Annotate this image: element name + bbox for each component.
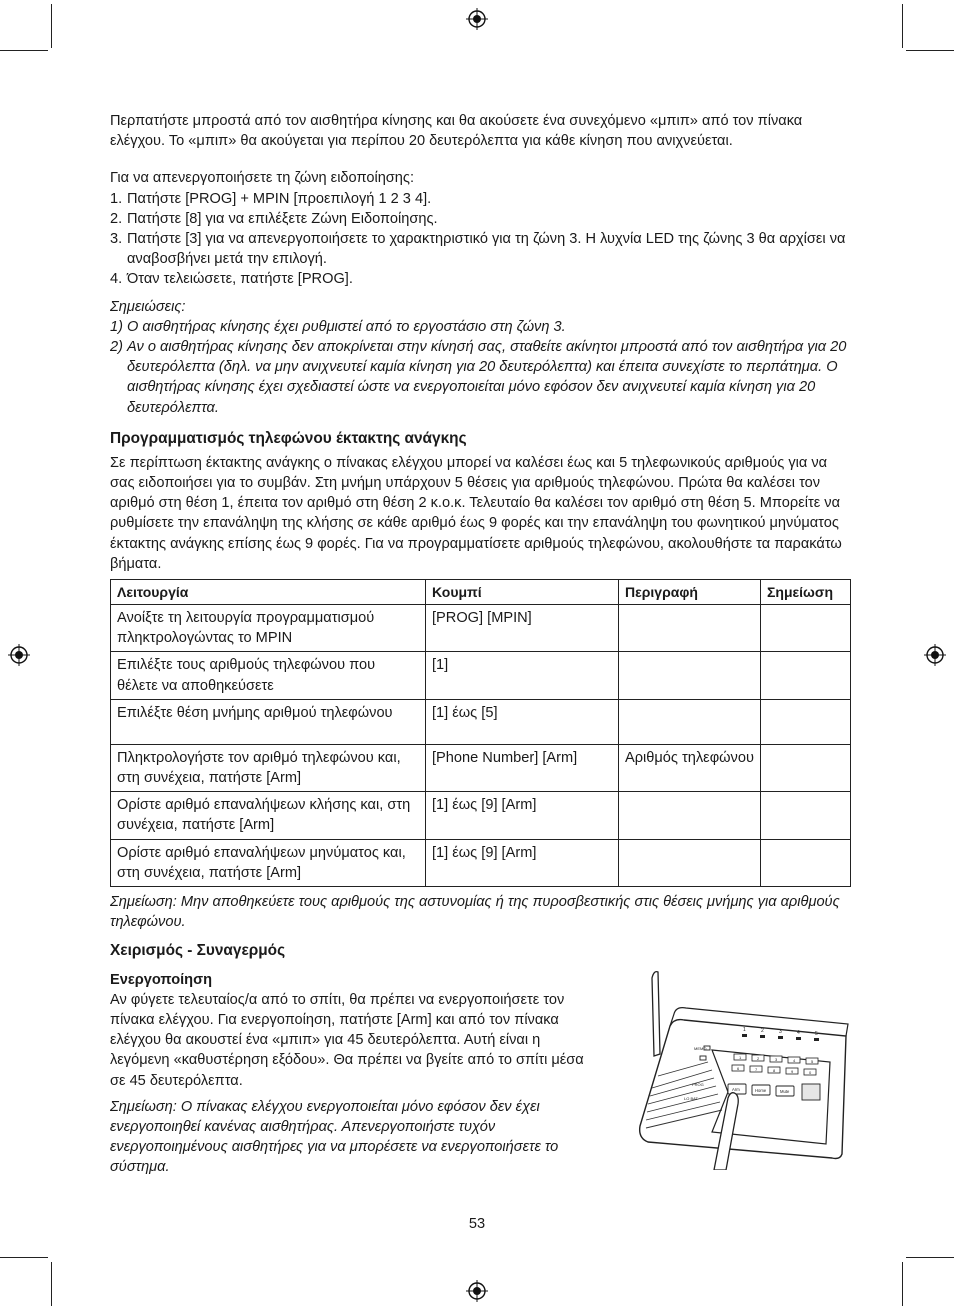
list-item: 2. Πατήστε [8] για να επιλέξετε Ζώνη Ειδοποίησης.	[110, 210, 438, 227]
antenna	[652, 971, 660, 1055]
table-cell: [1] έως [9] [Arm]	[426, 839, 619, 886]
side-label: MEMO	[694, 1045, 707, 1051]
zone-led	[814, 1038, 819, 1041]
keypad-key-label: 0	[809, 1069, 812, 1075]
zone-led	[760, 1035, 765, 1038]
keypad-key-label: 2	[757, 1055, 760, 1061]
arming-paragraph: Αν φύγετε τελευταίος/α από το σπίτι, θα πρέπει να ενεργοποιήσετε τον πίνακα ελέγχου. Για ενεργοποίηση, πατήστε [Arm] και από τον πίνακα ελέγχου θα ακουστεί ένα «μπιπ» για 45 δευτερόλεπτα. Αυτή είναι η λεγόμενη «καθυστέρηση εξόδου». Θα πρέπει να βγείτε από το σπίτι μέσα σε 45 δευτερόλεπτα.	[110, 991, 584, 1089]
zone-label: 5	[815, 1030, 818, 1037]
button-label: Arm	[732, 1086, 740, 1092]
registration-mark-icon	[8, 644, 30, 666]
table-header: Περιγραφή	[619, 580, 761, 605]
keypad-key-label: 4	[793, 1057, 796, 1063]
table-cell: Ορίστε αριθμό επαναλήψεων μηνύματος και, στη συνέχεια, πατήστε [Arm]	[111, 839, 426, 886]
table-row	[111, 652, 851, 699]
page-number: 53	[468, 1216, 486, 1232]
table-cell	[761, 652, 851, 699]
table-row	[111, 839, 851, 886]
list-item: 1. Πατήστε [PROG] + MPIN [προεπιλογή 1 2 3 4].	[110, 190, 432, 207]
table-cell: Ορίστε αριθμό επαναλήψεων κλήσης και, στη συνέχεια, πατήστε [Arm]	[111, 792, 426, 839]
list-item: 2) Αν ο αισθητήρας κίνησης δεν αποκρίνεται στην κίνησή σας, σταθείτε ακίνητοι μπροστά από τον αισθητήρα για 20 δευτερόλεπτα (δηλ. να μην ανιχνευτεί καμία κίνηση για 20 δευτερόλεπτα) και έπειτα συνεχίστε το περπάτημα. Ο αισθητήρας κίνησης έχει σχεδιαστεί ώστε να ενεργοποιείται μόνο εφόσον δεν ανιχνευτεί καμία κίνηση για 20 δευτερόλεπτα.	[110, 339, 847, 416]
alarm-text-column	[110, 970, 590, 1178]
table-header: Σημείωση	[761, 580, 851, 605]
disable-steps	[110, 189, 850, 290]
page-content	[110, 111, 850, 1178]
table-cell	[761, 699, 851, 744]
phone-section-heading: Προγραμματισμός τηλεφώνου έκτακτης ανάγκης	[110, 429, 467, 447]
side-label: PROG	[692, 1081, 704, 1087]
table-row	[111, 699, 851, 744]
zone-led	[796, 1037, 801, 1040]
table-cell	[619, 839, 761, 886]
table-header-row	[111, 580, 851, 605]
side-label: LO BAT	[684, 1095, 698, 1101]
table-cell	[619, 605, 761, 652]
table-cell	[619, 792, 761, 839]
crop-mark	[902, 4, 903, 48]
table-header: Κουμπί	[426, 580, 619, 605]
registration-mark-icon	[924, 644, 946, 666]
table-header: Λειτουργία	[111, 580, 426, 605]
zone-label: 1	[743, 1026, 746, 1033]
zone-label: 3	[779, 1028, 782, 1035]
crop-mark	[906, 50, 954, 51]
keypad-key-label: 1	[739, 1054, 742, 1060]
keypad-key-label: 8	[773, 1067, 776, 1073]
crop-mark	[51, 1262, 52, 1306]
table-cell: Επιλέξτε τους αριθμούς τηλεφώνου που θέλετε να αποθηκεύσετε	[111, 652, 426, 699]
zone-label: 4	[797, 1029, 800, 1036]
zone-label: 2	[761, 1027, 764, 1034]
zone-led	[742, 1034, 747, 1037]
table-cell	[761, 839, 851, 886]
alarm-section	[110, 940, 850, 1178]
table-cell: [1] έως [9] [Arm]	[426, 792, 619, 839]
disable-title: Για να απενεργοποιήσετε τη ζώνη ειδοποίησης:	[110, 170, 415, 187]
list-item: 1) Ο αισθητήρας κίνησης έχει ρυθμιστεί από το εργοστάσιο στη ζώνη 3.	[110, 318, 566, 335]
table-cell	[761, 605, 851, 652]
table-cell: Πληκτρολογήστε τον αριθμό τηλεφώνου και, στη συνέχεια, πατήστε [Arm]	[111, 744, 426, 791]
table-cell: [Phone Number] [Arm]	[426, 744, 619, 791]
notes-list	[110, 317, 850, 418]
table-row	[111, 744, 851, 791]
list-item: 3. Πατήστε [3] για να απενεργοποιήσετε το χαρακτηριστικό για τη ζώνη 3. Η λυχνία LED της ζώνης 3 θα αρχίσει να αναβοσβήνει μετά την επιλογή.	[110, 231, 846, 268]
zone-led	[778, 1036, 783, 1039]
phone-programming-table	[110, 579, 851, 887]
registration-mark-icon	[466, 8, 488, 30]
table-cell	[619, 699, 761, 744]
list-item: 4. Όταν τελειώσετε, πατήστε [PROG].	[110, 271, 353, 288]
table-cell: [1] έως [5]	[426, 699, 619, 744]
phone-section-paragraph: Σε περίπτωση έκτακτης ανάγκης ο πίνακας ελέγχου μπορεί να καλέσει έως και 5 τηλεφωνικούς αριθμούς για να σας ειδοποιήσει για το συμβάν. Στη μνήμη υπάρχουν 5 θέσεις για αριθμούς τηλεφώνου. Πρώτα θα καλέσει τον αριθμό στη θέση 1, έπειτα τον αριθμό στη θέση 2 κ.ο.κ. Τελευταίο θα καλέσει τον αριθμό στη θέση 5. Μπορείτε να ρυθμίσετε την επανάληψη της κλήσης σε κάθε αριθμό έως 9 φορές και την επανάληψη του φωνητικού μηνύματος έκτακτης ανάγκης επίσης έως 9 φορές. Για να προγραμματίσετε αριθμούς τηλεφώνου, ακολουθήστε τα παρακάτω βήματα.	[110, 454, 842, 572]
crop-mark	[906, 1257, 954, 1258]
table-cell	[761, 744, 851, 791]
phone-section-note: Σημείωση: Μην αποθηκεύετε τους αριθμούς της αστυνομίας ή της πυροσβεστικής στις θέσεις μνήμης για αριθμούς τηλεφώνου.	[110, 894, 840, 931]
table-cell: [PROG] [MPIN]	[426, 605, 619, 652]
display-window	[802, 1084, 820, 1100]
arming-subheading: Ενεργοποίηση	[110, 971, 212, 988]
keypad-key-label: 3	[775, 1056, 778, 1062]
control-panel-illustration	[630, 966, 854, 1170]
table-cell	[761, 792, 851, 839]
notes-title: Σημειώσεις:	[110, 298, 186, 315]
table-cell: Αριθμός τηλεφώνου	[619, 744, 761, 791]
intro-paragraph: Περπατήστε μπροστά από τον αισθητήρα κίνησης και θα ακούσετε ένα συνεχόμενο «μπιπ» από τον πίνακα ελέγχου. Το «μπιπ» θα ακούγεται για περίπου 20 δευτερόλεπτα για κάθε κίνηση που ανιχνεύεται.	[110, 113, 803, 150]
keypad-key-label: 6	[737, 1065, 740, 1071]
alarm-section-heading: Χειρισμός - Συναγερμός	[110, 941, 286, 959]
registration-mark-icon	[466, 1280, 488, 1302]
table-row	[111, 792, 851, 839]
crop-mark	[0, 1257, 48, 1258]
keypad-key-label: 5	[811, 1058, 814, 1064]
crop-mark	[51, 4, 52, 48]
button-label: Home	[755, 1087, 767, 1093]
keypad-key-label: 7	[755, 1066, 758, 1072]
crop-mark	[902, 1262, 903, 1306]
arming-note: Σημείωση: Ο πίνακας ελέγχου ενεργοποιείται μόνο εφόσον δεν έχει ενεργοποιηθεί κανένας αισθητήρας. Απενεργοποιήστε τυχόν ενεργοποιημένους αισθητήρες για να μπορέσετε να ενεργοποιήσετε το σύστημα.	[110, 1098, 559, 1176]
table-cell	[619, 652, 761, 699]
table-cell: Επιλέξτε θέση μνήμης αριθμού τηλεφώνου	[111, 699, 426, 744]
button-label: Mute	[780, 1088, 790, 1094]
table-row	[111, 605, 851, 652]
table-cell: [1]	[426, 652, 619, 699]
keypad-key-label: 9	[791, 1068, 794, 1074]
table-cell: Ανοίξτε τη λειτουργία προγραμματισμού πληκτρολογώντας το MPIN	[111, 605, 426, 652]
crop-mark	[0, 50, 48, 51]
